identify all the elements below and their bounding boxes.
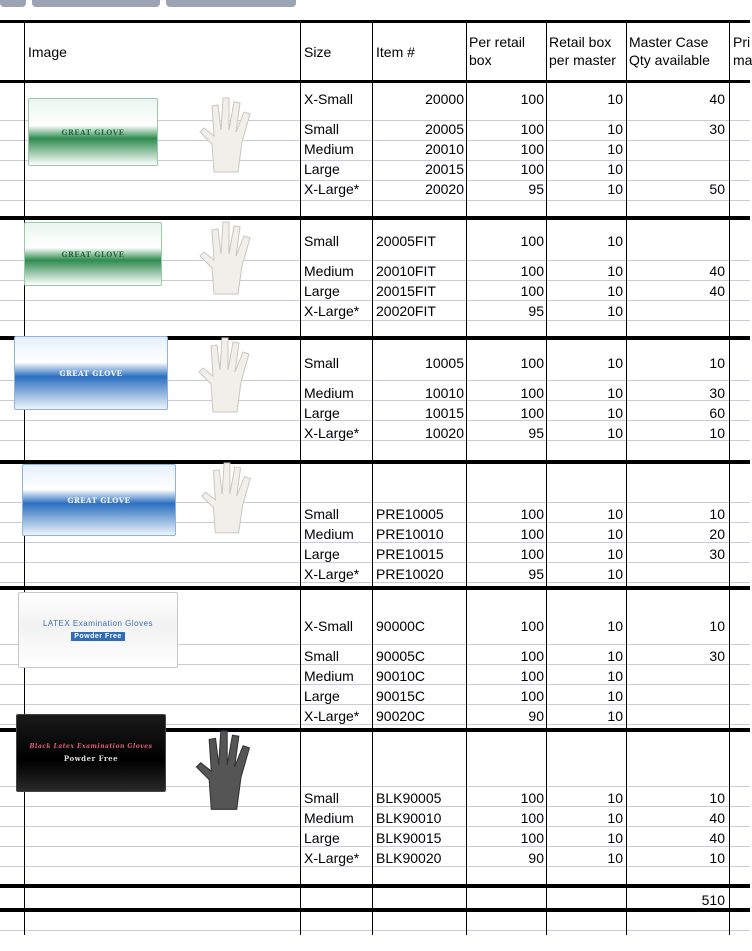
cell-retail-box[interactable]: 10 <box>607 810 623 826</box>
cell-per-retail[interactable]: 100 <box>520 263 544 279</box>
cell-per-retail[interactable]: 100 <box>520 688 544 704</box>
cell-per-retail[interactable]: 100 <box>520 830 544 846</box>
cell-retail-box[interactable]: 10 <box>607 790 623 806</box>
cell-size[interactable]: X-Large* <box>304 303 360 319</box>
cell-per-retail[interactable]: 100 <box>520 141 544 157</box>
header-master-case-line1: Master Case <box>629 34 709 50</box>
cell-per-retail[interactable]: 100 <box>520 790 544 806</box>
header-master-case-line2: Qty available <box>629 52 710 68</box>
sheet-tab[interactable] <box>166 0 296 7</box>
cell-per-retail[interactable]: 90 <box>528 850 544 866</box>
cell-retail-box[interactable]: 10 <box>607 141 623 157</box>
cell-item[interactable]: BLK90015 <box>376 830 442 846</box>
grid-line <box>0 846 750 847</box>
cell-size[interactable]: Medium <box>304 263 354 279</box>
cell-retail-box[interactable]: 10 <box>607 830 623 846</box>
header-item: Item # <box>376 44 415 60</box>
cell-size[interactable]: Small <box>304 121 340 137</box>
cell-master-case[interactable]: 10 <box>709 506 725 522</box>
cell-item[interactable]: PRE10010 <box>376 526 444 542</box>
black-glove-icon <box>188 722 260 814</box>
cell-size[interactable]: Medium <box>304 526 354 542</box>
cell-retail-box[interactable]: 10 <box>607 546 623 562</box>
cell-size[interactable]: Medium <box>304 141 354 157</box>
cell-item[interactable]: 10010 <box>425 385 464 401</box>
header-size: Size <box>304 44 332 60</box>
cell-size[interactable]: X-Small <box>304 91 354 107</box>
grid-line <box>0 684 750 685</box>
cell-master-case[interactable]: 40 <box>709 91 725 107</box>
cell-master-case[interactable]: 50 <box>709 181 725 197</box>
grid-thick-line <box>0 216 750 220</box>
cell-size[interactable]: Medium <box>304 810 354 826</box>
box-label: GREAT GLOVE <box>59 368 123 378</box>
cell-retail-box[interactable]: 10 <box>607 263 623 279</box>
grid-line <box>0 930 750 931</box>
sheet-tab[interactable] <box>32 0 160 7</box>
grid-line <box>0 542 750 543</box>
cell-item[interactable]: PRE10005 <box>376 506 444 522</box>
header-retail-box-line1: Retail box <box>549 34 612 50</box>
grid-line <box>0 582 750 583</box>
cell-item[interactable]: 90020C <box>376 708 426 724</box>
cell-retail-box[interactable]: 10 <box>607 506 623 522</box>
cell-item[interactable]: PRE10020 <box>376 566 444 582</box>
cell-retail-box[interactable]: 10 <box>607 618 623 634</box>
cell-per-retail[interactable]: 100 <box>520 506 544 522</box>
box-label-powder-free: Powder Free <box>71 632 125 641</box>
header-price <box>733 33 752 69</box>
cell-retail-box[interactable]: 10 <box>607 161 623 177</box>
cell-per-retail[interactable]: 100 <box>520 546 544 562</box>
cell-size[interactable]: Large <box>304 830 340 846</box>
header-price-line2: ma <box>733 52 752 68</box>
box-label: GREAT GLOVE <box>67 495 131 505</box>
cell-item[interactable]: 10015 <box>425 405 464 421</box>
cell-master-case[interactable]: 10 <box>709 618 725 634</box>
white-glove-icon <box>194 456 260 536</box>
grid-line <box>0 200 750 201</box>
cell-retail-box[interactable]: 10 <box>607 405 623 421</box>
box-label: LATEX Examination Gloves <box>42 619 154 628</box>
sheet-tab[interactable] <box>0 0 26 7</box>
white-glove-icon <box>192 216 260 296</box>
cell-per-retail[interactable]: 100 <box>520 161 544 177</box>
box-label: Black Latex Examination Gloves <box>29 743 153 750</box>
cell-item[interactable]: 90005C <box>376 648 426 664</box>
great-glove-box-image <box>28 98 158 166</box>
great-glove-blue-box-image <box>14 336 168 410</box>
cell-master-case[interactable]: 10 <box>709 355 725 371</box>
cell-item[interactable]: 20005 <box>425 121 464 137</box>
grid-column-line <box>372 20 373 935</box>
grid-line <box>0 320 750 321</box>
header-per-retail-line1: Per retail <box>469 34 526 50</box>
cell-size[interactable]: Medium <box>304 668 354 684</box>
header-price-line1: Pri <box>733 34 751 50</box>
total-master-case-qty: 510 <box>701 892 725 908</box>
cell-size[interactable]: Small <box>304 648 340 664</box>
cell-item[interactable]: BLK90010 <box>376 810 442 826</box>
cell-size[interactable]: Large <box>304 546 340 562</box>
grid-thick-line <box>0 80 750 83</box>
box-label-powder-free: Powder Free <box>63 754 119 763</box>
cell-size[interactable]: Large <box>304 161 340 177</box>
cell-master-case[interactable]: 40 <box>709 263 725 279</box>
cell-item[interactable]: 20015FIT <box>376 283 436 299</box>
cell-master-case[interactable]: 40 <box>709 830 725 846</box>
cell-master-case[interactable]: 10 <box>709 790 725 806</box>
cell-size[interactable]: X-Large* <box>304 850 360 866</box>
grid-thick-line <box>0 586 750 590</box>
cell-item[interactable]: BLK90005 <box>376 790 442 806</box>
cell-size[interactable]: X-Large* <box>304 708 360 724</box>
grid-line <box>0 866 750 867</box>
cell-per-retail[interactable]: 100 <box>520 385 544 401</box>
cell-size[interactable]: Small <box>304 790 340 806</box>
cell-master-case[interactable]: 10 <box>709 850 725 866</box>
cell-per-retail[interactable]: 90 <box>528 708 544 724</box>
sheet-tab-bar <box>0 0 750 12</box>
cell-retail-box[interactable]: 10 <box>607 648 623 664</box>
cell-item[interactable]: 10005 <box>425 355 464 371</box>
grid-column-line <box>729 20 730 935</box>
cell-per-retail[interactable]: 100 <box>520 283 544 299</box>
box-label: GREAT GLOVE <box>61 249 125 259</box>
cell-size[interactable]: Large <box>304 688 340 704</box>
cell-size[interactable]: X-Small <box>304 618 354 634</box>
header-retail-box-line2: per master <box>549 52 616 68</box>
latex-exam-box-image <box>18 592 178 668</box>
cell-item[interactable]: 20000 <box>425 91 464 107</box>
grid-thick-line <box>0 884 750 888</box>
cell-retail-box[interactable]: 10 <box>607 181 623 197</box>
cell-master-case[interactable]: 40 <box>709 283 725 299</box>
cell-per-retail[interactable]: 100 <box>520 618 544 634</box>
white-glove-icon <box>192 92 260 174</box>
grid-column-line <box>626 20 627 935</box>
cell-master-case[interactable]: 20 <box>709 526 725 542</box>
grid-column-line <box>546 20 547 935</box>
grid-line <box>0 806 750 807</box>
cell-per-retail[interactable]: 100 <box>520 121 544 137</box>
cell-retail-box[interactable]: 10 <box>607 283 623 299</box>
cell-per-retail[interactable]: 100 <box>520 810 544 826</box>
cell-retail-box[interactable]: 10 <box>607 233 623 249</box>
cell-item[interactable]: PRE10015 <box>376 546 444 562</box>
great-glove-pre-box-image <box>22 464 176 536</box>
cell-retail-box[interactable]: 10 <box>607 688 623 704</box>
cell-item[interactable]: 20015 <box>425 161 464 177</box>
cell-retail-box[interactable]: 10 <box>607 385 623 401</box>
cell-retail-box[interactable]: 10 <box>607 121 623 137</box>
cell-master-case[interactable]: 10 <box>709 425 725 441</box>
cell-item[interactable]: 20005FIT <box>376 233 436 249</box>
header-per-retail-line2: box <box>469 52 492 68</box>
cell-retail-box[interactable]: 10 <box>607 668 623 684</box>
white-glove-icon <box>190 332 260 414</box>
grid-line <box>0 300 750 301</box>
cell-retail-box[interactable]: 10 <box>607 708 623 724</box>
cell-retail-box[interactable]: 10 <box>607 526 623 542</box>
cell-per-retail[interactable]: 95 <box>528 566 544 582</box>
cell-item[interactable]: 20020FIT <box>376 303 436 319</box>
grid-line <box>0 562 750 563</box>
cell-size[interactable]: Large <box>304 405 340 421</box>
cell-per-retail[interactable]: 100 <box>520 355 544 371</box>
cell-retail-box[interactable]: 10 <box>607 91 623 107</box>
cell-size[interactable]: Medium <box>304 385 354 401</box>
cell-size[interactable]: Large <box>304 283 340 299</box>
header-image: Image <box>28 44 67 60</box>
black-latex-box-image <box>16 714 166 792</box>
cell-item[interactable]: 20010FIT <box>376 263 436 279</box>
cell-retail-box[interactable]: 10 <box>607 566 623 582</box>
cell-master-case[interactable]: 60 <box>709 405 725 421</box>
cell-per-retail[interactable]: 95 <box>528 303 544 319</box>
cell-item[interactable]: BLK90020 <box>376 850 442 866</box>
cell-master-case[interactable]: 30 <box>709 648 725 664</box>
cell-per-retail[interactable]: 100 <box>520 668 544 684</box>
cell-retail-box[interactable]: 10 <box>607 355 623 371</box>
grid-thick-line <box>0 20 750 23</box>
grid-line <box>0 704 750 705</box>
grid-thick-line <box>0 908 750 912</box>
header-retail-box <box>549 33 616 69</box>
cell-per-retail[interactable]: 95 <box>528 425 544 441</box>
grid-column-line <box>300 20 301 935</box>
box-label: GREAT GLOVE <box>61 127 125 137</box>
cell-item[interactable]: 90010C <box>376 668 426 684</box>
cell-retail-box[interactable]: 10 <box>607 425 623 441</box>
cell-item[interactable]: 90015C <box>376 688 426 704</box>
cell-size[interactable]: X-Large* <box>304 566 360 582</box>
cell-master-case[interactable]: 30 <box>709 121 725 137</box>
cell-retail-box[interactable]: 10 <box>607 303 623 319</box>
cell-master-case[interactable]: 30 <box>709 385 725 401</box>
cell-retail-box[interactable]: 10 <box>607 850 623 866</box>
cell-per-retail[interactable]: 100 <box>520 648 544 664</box>
cell-per-retail[interactable]: 100 <box>520 405 544 421</box>
cell-size[interactable]: X-Large* <box>304 181 360 197</box>
cell-item[interactable]: 10020 <box>425 425 464 441</box>
cell-size[interactable]: Small <box>304 355 340 371</box>
cell-size[interactable]: X-Large* <box>304 425 360 441</box>
cell-size[interactable]: Small <box>304 233 340 249</box>
cell-size[interactable]: Small <box>304 506 340 522</box>
cell-item[interactable]: 20020 <box>425 181 464 197</box>
grid-column-line <box>466 20 467 935</box>
header-per-retail <box>469 33 525 69</box>
grid-line <box>0 826 750 827</box>
cell-per-retail[interactable]: 100 <box>520 526 544 542</box>
cell-per-retail[interactable]: 100 <box>520 233 544 249</box>
cell-master-case[interactable]: 40 <box>709 810 725 826</box>
cell-item[interactable]: 90000C <box>376 618 426 634</box>
header-master-case <box>629 33 710 69</box>
great-glove-fit-box-image <box>24 222 162 286</box>
cell-per-retail[interactable]: 95 <box>528 181 544 197</box>
cell-per-retail[interactable]: 100 <box>520 91 544 107</box>
cell-item[interactable]: 20010 <box>425 141 464 157</box>
cell-master-case[interactable]: 30 <box>709 546 725 562</box>
